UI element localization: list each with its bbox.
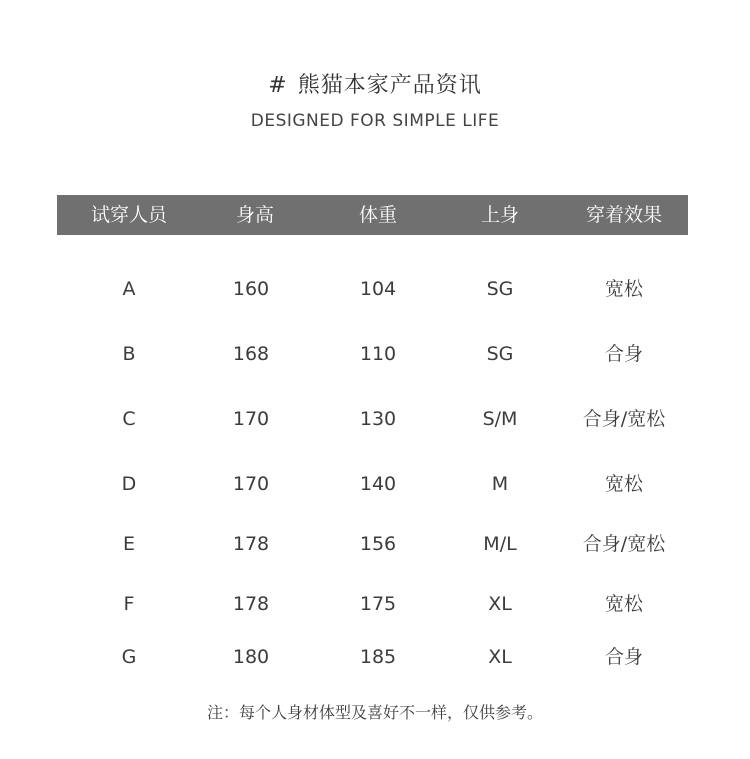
cell-fit: 合身/宽松 bbox=[582, 408, 666, 430]
cell-tester: G bbox=[121, 646, 137, 668]
cell-fit: 宽松 bbox=[604, 278, 643, 300]
cell-height: 170 bbox=[232, 473, 270, 495]
table-row bbox=[0, 339, 750, 369]
footnote: 注：每个人身材体型及喜好不一样，仅供参考。 bbox=[206, 703, 543, 722]
cell-size: SG bbox=[486, 278, 514, 300]
cell-fit: 合身 bbox=[604, 343, 643, 365]
cell-size: XL bbox=[488, 646, 512, 668]
header-weight: 体重 bbox=[358, 204, 397, 226]
table-row bbox=[0, 642, 750, 672]
table-row bbox=[0, 404, 750, 434]
table-row bbox=[0, 589, 750, 619]
cell-fit: 宽松 bbox=[604, 593, 643, 615]
cell-height: 168 bbox=[232, 343, 270, 365]
table-row bbox=[0, 274, 750, 304]
cell-weight: 185 bbox=[359, 646, 397, 668]
cell-tester: B bbox=[122, 343, 136, 365]
cell-tester: E bbox=[122, 533, 135, 555]
header-height: 身高 bbox=[235, 204, 274, 226]
cell-weight: 140 bbox=[359, 473, 397, 495]
cell-fit: 合身/宽松 bbox=[582, 533, 666, 555]
header-fit: 穿着效果 bbox=[585, 204, 662, 226]
cell-fit: 宽松 bbox=[604, 473, 643, 495]
cell-tester: F bbox=[123, 593, 135, 615]
header-size: 上身 bbox=[480, 204, 519, 226]
header-tester: 试穿人员 bbox=[90, 204, 167, 226]
table-row bbox=[0, 469, 750, 499]
cell-size: M bbox=[491, 473, 509, 495]
title-text: 熊猫本家产品资讯 bbox=[297, 73, 482, 98]
cell-tester: C bbox=[122, 408, 136, 430]
cell-height: 178 bbox=[232, 533, 270, 555]
cell-height: 160 bbox=[232, 278, 270, 300]
cell-size: M/L bbox=[483, 533, 517, 555]
cell-fit: 合身 bbox=[604, 646, 643, 668]
page-subtitle: DESIGNED FOR SIMPLE LIFE bbox=[250, 111, 500, 131]
cell-height: 170 bbox=[232, 408, 270, 430]
cell-tester: D bbox=[121, 473, 137, 495]
hash-icon: # bbox=[268, 73, 288, 98]
cell-size: SG bbox=[486, 343, 514, 365]
cell-weight: 175 bbox=[359, 593, 397, 615]
cell-height: 180 bbox=[232, 646, 270, 668]
cell-height: 178 bbox=[232, 593, 270, 615]
cell-size: XL bbox=[488, 593, 512, 615]
cell-weight: 104 bbox=[359, 278, 397, 300]
cell-weight: 110 bbox=[359, 343, 397, 365]
cell-tester: A bbox=[122, 278, 136, 300]
cell-size: S/M bbox=[482, 408, 518, 430]
cell-weight: 130 bbox=[359, 408, 397, 430]
table-row bbox=[0, 529, 750, 559]
table-header bbox=[57, 195, 688, 235]
page-title bbox=[0, 68, 750, 99]
cell-weight: 156 bbox=[359, 533, 397, 555]
